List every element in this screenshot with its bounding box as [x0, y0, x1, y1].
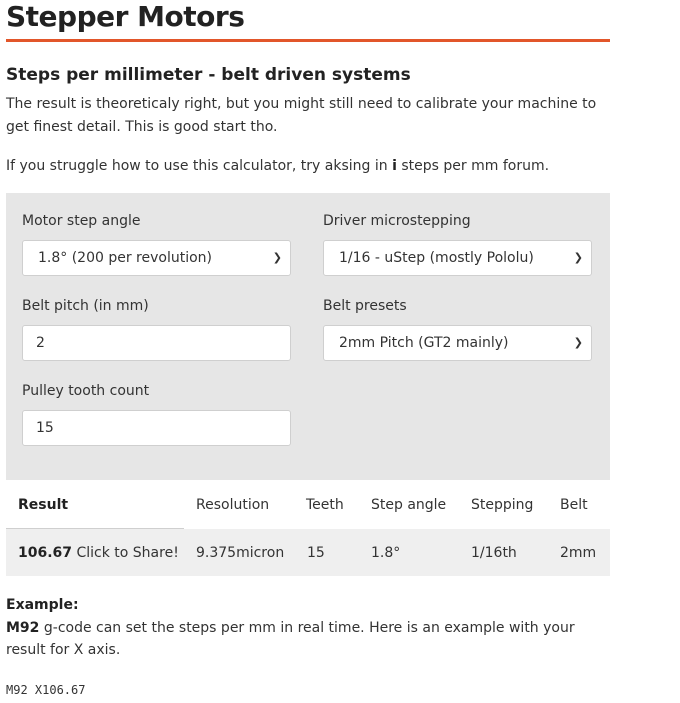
pulley-teeth-input[interactable]: [22, 410, 291, 446]
belt-presets-value: 2mm Pitch (GT2 mainly): [339, 335, 509, 351]
intro-text: The result is theoreticaly right, but you might still need to calibrate your machine to get finest detail. This is good start tho.: [6, 96, 597, 135]
step-angle-header: Step angle: [371, 497, 447, 513]
results-table: [6, 480, 610, 576]
belt-presets-select[interactable]: [323, 325, 592, 361]
step-angle-label: Motor step angle: [22, 213, 141, 229]
example-code: M92 X106.67: [6, 683, 86, 697]
step-angle-value: 1.8° (200 per revolution): [38, 250, 213, 266]
example-keyword: M92: [6, 620, 40, 636]
microstepping-value: 1/16 - uStep (mostly Pololu): [339, 250, 534, 266]
teeth-header: Teeth: [306, 497, 344, 513]
chevron-down-icon: ❯: [573, 251, 583, 264]
example-text: [6, 617, 610, 661]
share-link[interactable]: Click to Share!: [76, 545, 179, 561]
step-angle-value: 1.8°: [371, 545, 401, 561]
belt-pitch-value: 2: [36, 335, 45, 351]
result-value: 106.67: [18, 545, 73, 561]
section-title: Steps per millimeter - belt driven systems: [6, 65, 411, 85]
microstepping-select[interactable]: [323, 240, 592, 276]
help-text: [6, 155, 549, 177]
title-underline: [6, 39, 610, 42]
belt-pitch-label: Belt pitch (in mm): [22, 298, 149, 314]
belt-value: 2mm: [560, 545, 597, 561]
resolution-value: 9.375micron: [196, 545, 285, 561]
help-suffix: steps per mm forum.: [401, 158, 550, 174]
info-link-icon[interactable]: i: [392, 158, 397, 174]
microstepping-label: Driver microstepping: [323, 213, 471, 229]
example-title: Example:: [6, 597, 79, 613]
pulley-teeth-value: 15: [36, 420, 54, 436]
belt-header: Belt: [560, 497, 588, 513]
page-title: Stepper Motors: [6, 0, 245, 33]
result-header: Result: [18, 497, 69, 513]
belt-presets-label: Belt presets: [323, 298, 407, 314]
chevron-down-icon: ❯: [573, 336, 583, 349]
chevron-down-icon: ❯: [272, 251, 282, 264]
resolution-header: Resolution: [196, 497, 270, 513]
example-description: g-code can set the steps per mm in real time. Here is an example with your result for X axis.: [6, 620, 575, 658]
help-prefix: If you struggle how to use this calculator, try aksing in: [6, 158, 388, 174]
calculator-form: [6, 193, 610, 480]
teeth-value: 15: [307, 545, 325, 561]
pulley-teeth-label: Pulley tooth count: [22, 383, 150, 399]
result-value-cell[interactable]: [18, 543, 179, 563]
belt-pitch-input[interactable]: [22, 325, 291, 361]
stepping-header: Stepping: [471, 497, 534, 513]
step-angle-select[interactable]: [22, 240, 291, 276]
stepping-value: 1/16th: [471, 545, 517, 561]
